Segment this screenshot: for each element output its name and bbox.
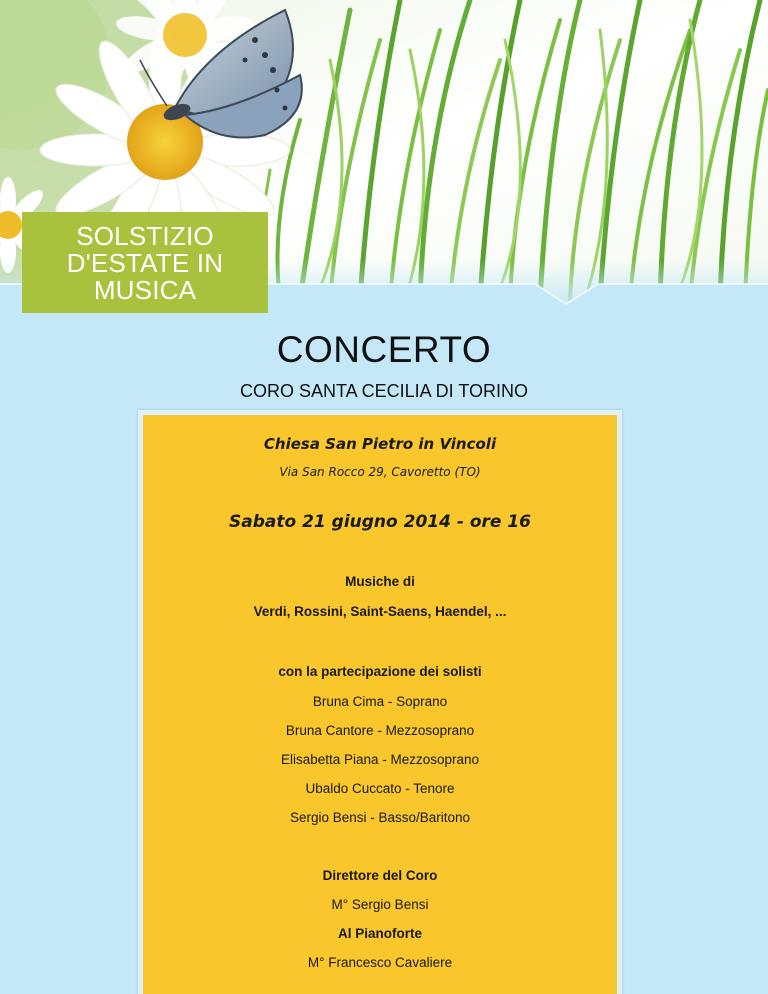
soloist-item: Bruna Cima - Soprano (312, 694, 448, 709)
soloist-item: Sergio Bensi - Basso/Baritono (289, 810, 471, 825)
concert-title: CONCERTO (276, 329, 492, 370)
soloist-item: Elisabetta Piana - Mezzosoprano (280, 752, 480, 767)
pianist-name: M° Francesco Cavaliere (307, 955, 453, 970)
soloist-item: Bruna Cantore - Mezzosoprano (285, 723, 475, 738)
program-heading: Musiche di (345, 574, 415, 589)
venue-address: Via San Rocco 29, Cavoretto (TO) (279, 465, 481, 479)
event-datetime: Sabato 21 giugno 2014 - ore 16 (229, 512, 531, 532)
soloists-heading: con la partecipazione dei solisti (278, 664, 482, 679)
piano-heading: Al Pianoforte (337, 926, 422, 941)
program-composers: Verdi, Rossini, Saint-Saens, Haendel, ... (253, 604, 507, 619)
director-name: M° Sergio Bensi (331, 897, 429, 912)
badge-line-1: SOLSTIZIO (76, 221, 214, 251)
event-info-panel (138, 410, 622, 994)
venue-name: Chiesa San Pietro in Vincoli (263, 435, 497, 453)
badge-line-3: MUSICA (93, 275, 197, 305)
title-badge (22, 212, 268, 313)
choir-name: CORO SANTA CECILIA DI TORINO (239, 381, 529, 401)
director-heading: Direttore del Coro (322, 868, 438, 883)
badge-line-2: D'ESTATE IN (66, 248, 224, 278)
soloist-item: Ubaldo Cuccato - Tenore (305, 781, 455, 796)
